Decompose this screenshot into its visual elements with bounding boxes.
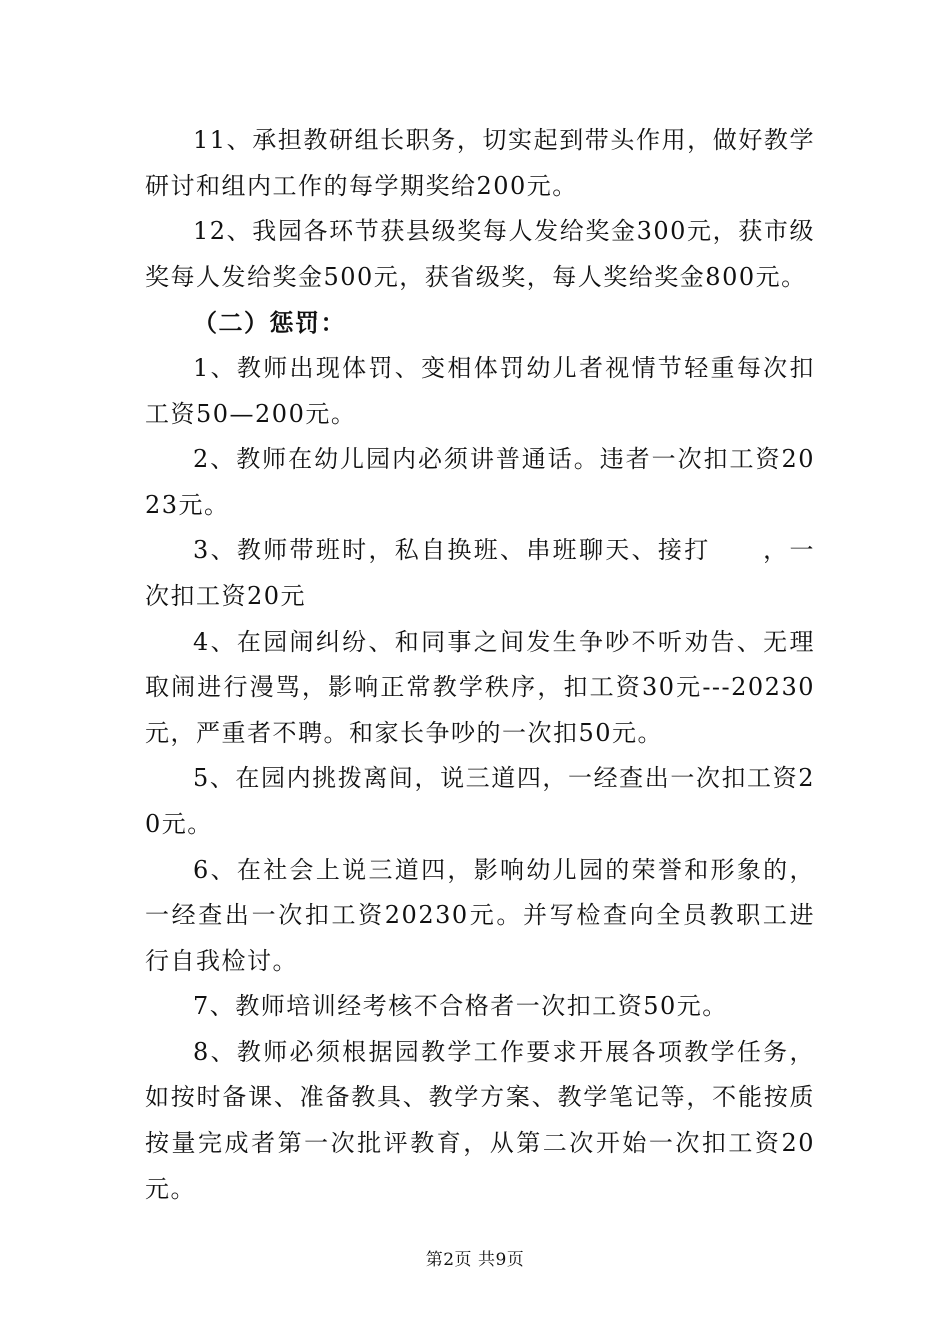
paragraph-reward-12: 12、我园各环节获县级奖每人发给奖金300元，获市级奖每人发给奖金500元，获省级奖，每人奖给奖金800元。 <box>145 217 815 291</box>
page-number-footer: 第2页 共9页 <box>425 1250 525 1270</box>
paragraph-penalty-2: 2、教师在幼儿园内必须讲普通话。违者一次扣工资2023元。 <box>145 445 815 519</box>
document-body <box>145 118 815 1212</box>
paragraph-reward-11: 11、承担教研组长职务，切实起到带头作用，做好教学研讨和组内工作的每学期奖给200元。 <box>145 126 815 200</box>
paragraph-penalty-3: 3、教师带班时，私自换班、串班聊天、接打 ，一次扣工资20元 <box>145 536 815 610</box>
section-heading-penalties: （二）惩罚： <box>193 308 346 338</box>
paragraph-penalty-6: 6、在社会上说三道四，影响幼儿园的荣誉和形象的，一经查出一次扣工资20230元。并写检查向全员教职工进行自我检讨。 <box>145 855 815 975</box>
paragraph-penalty-1: 1、教师出现体罚、变相体罚幼儿者视情节轻重每次扣工资50—200元。 <box>145 353 815 428</box>
paragraph-penalty-4: 4、在园闹纠纷、和同事之间发生争吵不听劝告、无理取闹进行漫骂，影响正常教学秩序，扣工资30元---20230元，严重者不聘。和家长争吵的一次扣50元。 <box>145 627 815 747</box>
paragraph-penalty-8: 8、教师必须根据园教学工作要求开展各项教学任务，如按时备课、准备教具、教学方案、教学笔记等，不能按质按量完成者第一次批评教育，从第二次开始一次扣工资20元。 <box>145 1037 815 1203</box>
paragraph-penalty-7: 7、教师培训经考核不合格者一次扣工资50元。 <box>193 992 728 1021</box>
paragraph-penalty-5: 5、在园内挑拨离间，说三道四，一经查出一次扣工资20元。 <box>145 764 815 838</box>
